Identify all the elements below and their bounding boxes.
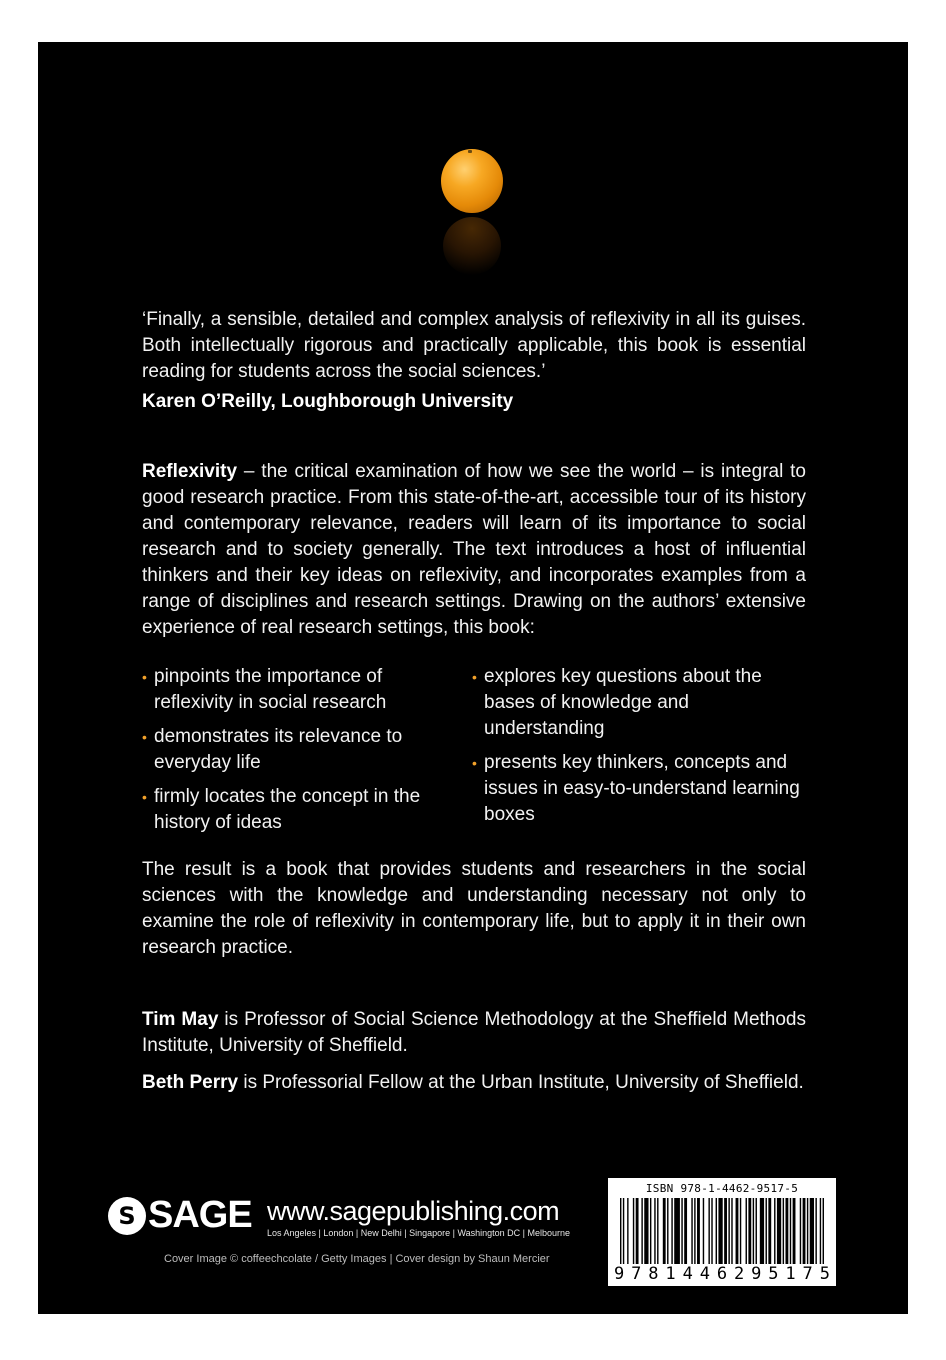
isbn-digit: 1	[785, 1264, 796, 1284]
barcode-bar	[641, 1198, 642, 1264]
barcode-bar	[633, 1198, 634, 1264]
isbn-label: ISBN 978-1-4462-9517-5	[645, 1182, 799, 1195]
isbn-digit: 9	[751, 1264, 762, 1284]
description-body: – the critical examination of how we see the world – is integral to good research practice. From this state-of-the-art, accessible tour of its history and contemporary relevance, readers will learn of its importance to social research and to society generally. The text introduces a host of influential thinkers and their key ideas on reflexivity, and incorporates examples from a range of disciplines and research settings. Drawing on the authors’ extensive experience of real research settings, this book:	[142, 461, 806, 638]
publisher-url[interactable]: www.sagepublishing.com	[267, 1196, 560, 1226]
isbn-digit: 7	[631, 1264, 642, 1284]
publisher-info	[267, 1196, 570, 1238]
bullet-icon: •	[142, 669, 147, 685]
result-paragraph: The result is a book that provides students and researchers in the social sciences with the knowledge and understanding necessary not only to examine the role of reflexivity in contemporary life, but to apply it in their own research practice.	[142, 859, 806, 958]
barcode-bar	[654, 1198, 655, 1264]
barcode-bar	[703, 1198, 704, 1264]
barcode-bar	[774, 1198, 775, 1264]
barcode-bar	[694, 1198, 695, 1264]
barcode-bar	[674, 1198, 680, 1264]
list-item: • pinpoints the importance of reflexivity in social research	[142, 666, 387, 713]
author-bio-beth-perry: Beth Perry is Professorial Fellow at the Urban Institute, University of Sheffield.	[142, 1072, 804, 1093]
barcode-bar	[760, 1198, 764, 1264]
barcode-bar	[768, 1198, 771, 1264]
barcode-bar	[810, 1198, 814, 1264]
barcode-bar	[736, 1198, 739, 1264]
bullet-icon: •	[142, 729, 147, 745]
barcode-bar	[746, 1198, 747, 1264]
list-item: • presents key thinkers, concepts and issues in easy-to-understand learning boxes	[472, 752, 800, 825]
sage-logo-text: SAGE	[148, 1194, 252, 1236]
barcode-bar	[724, 1198, 727, 1264]
barcode-bar	[777, 1198, 781, 1264]
cover-credit: Cover Image © coffeechcolate / Getty Images | Cover design by Shaun Mercier	[164, 1253, 550, 1265]
author-name: Beth Perry	[142, 1072, 239, 1093]
isbn-barcode-box	[608, 1178, 836, 1286]
bullet-icon: •	[142, 789, 147, 805]
barcode-bar	[748, 1198, 751, 1264]
isbn-digit: 9	[614, 1264, 625, 1284]
barcode-bar	[800, 1198, 801, 1264]
barcode-bar	[650, 1198, 651, 1264]
orange-stem	[468, 150, 472, 153]
barcode-bar	[620, 1198, 621, 1264]
barcode-bar	[663, 1198, 666, 1264]
barcode-bar	[753, 1198, 754, 1264]
isbn-digit: 8	[648, 1264, 659, 1284]
barcode-bar	[667, 1198, 668, 1264]
barcode-bar	[708, 1198, 709, 1264]
barcode-bar	[803, 1198, 806, 1264]
barcode-bar	[697, 1198, 700, 1264]
author-name: Tim May	[142, 1009, 219, 1030]
barcode-bar	[644, 1198, 648, 1264]
barcode-bar	[684, 1198, 687, 1264]
barcode-bar	[627, 1198, 628, 1264]
barcode-bar	[681, 1198, 682, 1264]
barcode-bar	[823, 1198, 824, 1264]
barcode-bar	[716, 1198, 717, 1264]
isbn-digit: 5	[768, 1264, 779, 1284]
barcode-bar	[740, 1198, 741, 1264]
isbn-digit: 4	[699, 1264, 710, 1284]
barcode-bar	[731, 1198, 732, 1264]
orange-reflection	[443, 217, 501, 275]
orange-image	[438, 147, 508, 282]
barcode	[620, 1198, 824, 1264]
list-item: • firmly locates the concept in the history of ideas	[142, 786, 421, 833]
barcode-bar	[820, 1198, 821, 1264]
barcode-bar	[711, 1198, 712, 1264]
description-lead: Reflexivity	[142, 461, 238, 482]
barcode-bar	[671, 1198, 672, 1264]
orange-fruit	[441, 149, 503, 213]
barcode-bar	[728, 1198, 729, 1264]
sage-logo-icon: S	[108, 1197, 146, 1235]
barcode-bar	[636, 1198, 639, 1264]
bullet-icon: •	[472, 755, 477, 771]
isbn-digit: 2	[733, 1264, 745, 1284]
list-item: • explores key questions about the bases of knowledge and understanding	[472, 666, 762, 739]
barcode-bar	[790, 1198, 791, 1264]
barcode-bar	[783, 1198, 784, 1264]
barcode-bar	[807, 1198, 808, 1264]
list-item: • demonstrates its relevance to everyday life	[142, 726, 403, 773]
barcode-bar	[793, 1198, 796, 1264]
endorsement-quote: ‘Finally, a sensible, detailed and complex analysis of reflexivity in all its guises. Both intellectually rigorous and practically applicable, this book is essential reading for students across the social sciences.’	[142, 309, 806, 382]
barcode-bar	[756, 1198, 757, 1264]
barcode-bar	[766, 1198, 767, 1264]
isbn-digit: 1	[665, 1264, 676, 1284]
barcode-bar	[691, 1198, 692, 1264]
barcode-bar	[657, 1198, 658, 1264]
publisher-cities: Los Angeles | London | New Delhi | Singapore | Washington DC | Melbourne	[267, 1228, 571, 1238]
isbn-digit: 5	[819, 1264, 830, 1284]
feature-list-right	[472, 664, 802, 836]
feature-list-left	[142, 664, 442, 844]
back-cover	[38, 42, 908, 1314]
sage-logo	[108, 1194, 252, 1237]
isbn-digit: 7	[802, 1264, 813, 1284]
endorsement-author: Karen O’Reilly, Loughborough University	[142, 391, 514, 412]
author-bio-tim-may: Tim May is Professor of Social Science Methodology at the Sheffield Methods Institute, University of Sheffield.	[142, 1009, 806, 1056]
isbn-digit: 6	[716, 1264, 728, 1284]
bullet-icon: •	[472, 669, 477, 685]
isbn-digits	[614, 1264, 830, 1284]
barcode-bar	[815, 1198, 816, 1264]
isbn-digit: 4	[682, 1264, 693, 1284]
barcode-bar	[785, 1198, 788, 1264]
barcode-bar	[718, 1198, 722, 1264]
book-description	[142, 459, 806, 641]
barcode-bar	[623, 1198, 624, 1264]
